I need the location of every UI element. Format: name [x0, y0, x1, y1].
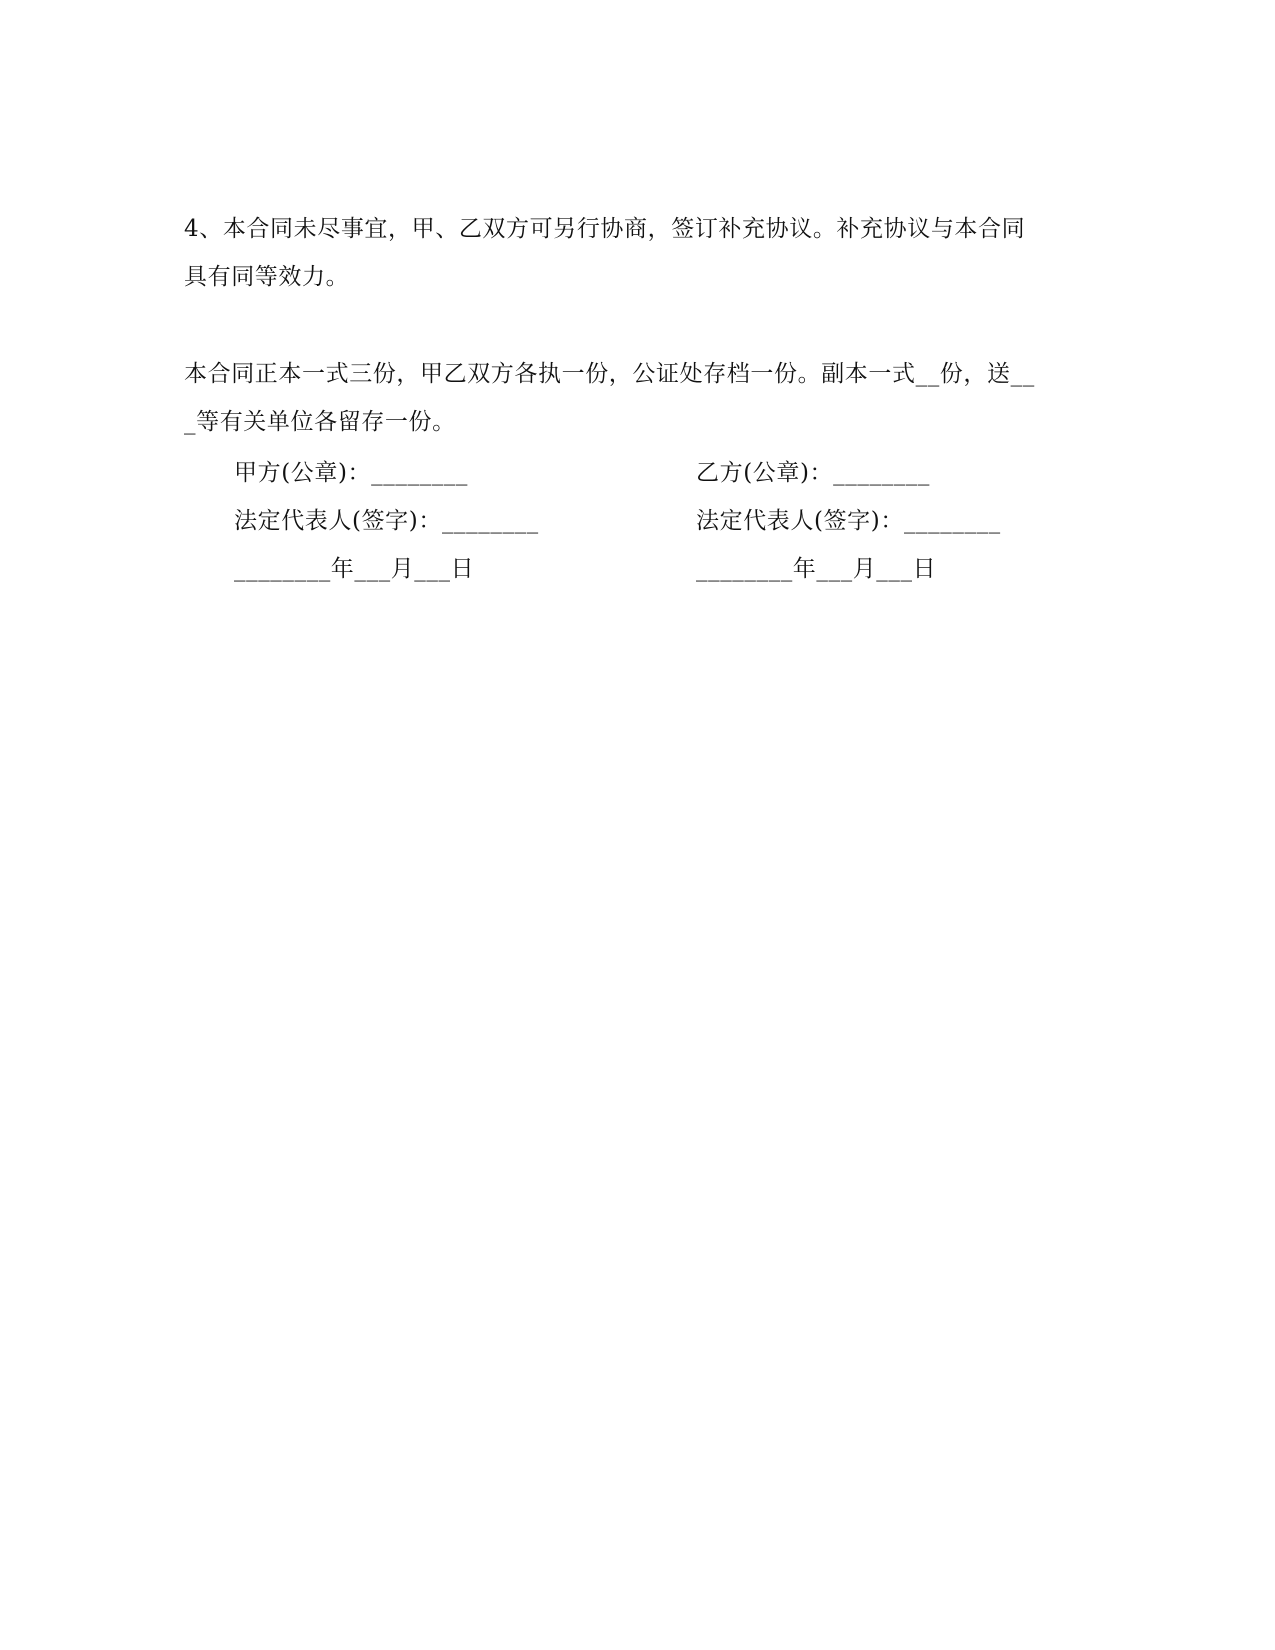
copies-paragraph [184, 350, 1084, 446]
clause-4-paragraph [184, 205, 1084, 301]
party-b-representative-line: 法定代表人(签字)：________ [696, 508, 1001, 534]
party-a-representative-line: 法定代表人(签字)：________ [234, 508, 539, 534]
party-a-seal-line: 甲方(公章)：________ [234, 460, 468, 486]
copies-line-2: _等有关单位各留存一份。 [184, 409, 456, 435]
party-a-date-line: ________年___月___日 [234, 556, 475, 582]
party-b-date-line: ________年___月___日 [696, 556, 937, 582]
party-b-seal-line: 乙方(公章)：________ [696, 460, 930, 486]
clause-4-line-1: 4、本合同未尽事宜，甲、乙双方可另行协商，签订补充协议。补充协议与本合同 [184, 216, 1026, 242]
copies-line-1: 本合同正本一式三份，甲乙双方各执一份，公证处存档一份。副本一式__份，送__ [184, 361, 1035, 387]
clause-4-line-2: 具有同等效力。 [184, 264, 350, 290]
